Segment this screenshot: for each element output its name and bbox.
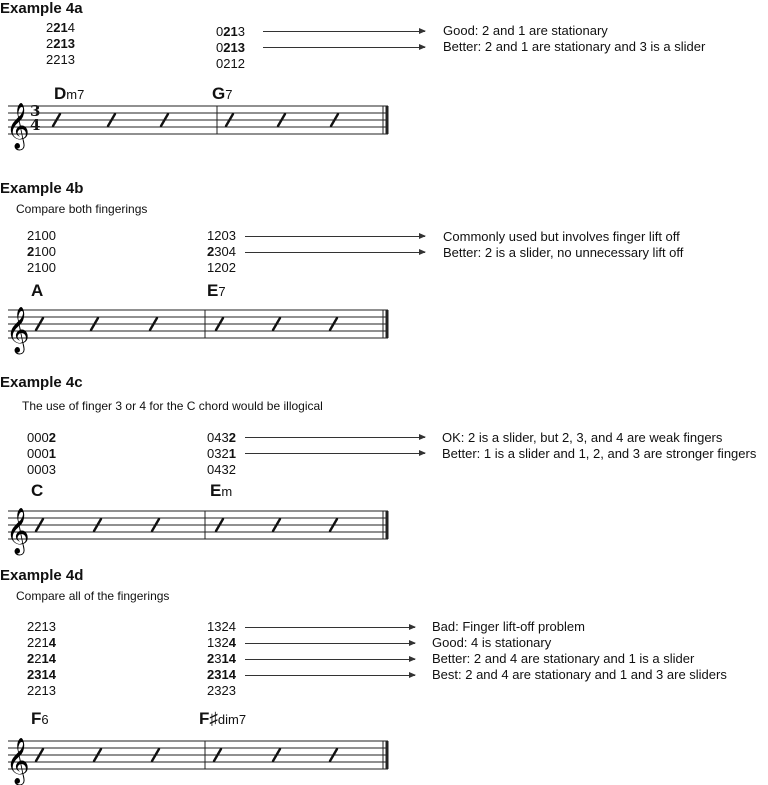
section-subtitle: Compare all of the fingerings bbox=[16, 589, 170, 603]
music-staff bbox=[0, 304, 400, 364]
chord-symbol: Dm7 bbox=[54, 84, 85, 103]
chord-symbol: G7 bbox=[212, 84, 233, 103]
fingering-note: Best: 2 and 4 are stationary and 1 and 3 are sliders bbox=[432, 667, 727, 682]
music-staff bbox=[0, 100, 400, 160]
fingering-note: Good: 4 is stationary bbox=[432, 635, 552, 650]
svg-text:𝄞: 𝄞 bbox=[6, 103, 30, 149]
fingering-note: Better: 2 is a slider, no unnecessary lift off bbox=[443, 245, 684, 260]
arrow bbox=[245, 453, 425, 454]
chord-symbol: C bbox=[31, 481, 44, 500]
section-title: Example 4c bbox=[0, 374, 83, 391]
chord-symbol: Em bbox=[210, 481, 233, 500]
fingering-left-column: 2214 2213 2213 bbox=[46, 20, 75, 67]
fingering-note: Commonly used but involves finger lift off bbox=[443, 229, 680, 244]
fingering-note: OK: 2 is a slider, but 2, 3, and 4 are weak fingers bbox=[442, 430, 723, 445]
fingering-note: Better: 1 is a slider and 1, 2, and 3 are stronger fingers bbox=[442, 446, 757, 461]
music-staff bbox=[0, 505, 400, 565]
music-staff bbox=[0, 735, 400, 785]
fingering-note: Better: 2 and 1 are stationary and 3 is a slider bbox=[443, 39, 706, 54]
section-title: Example 4d bbox=[0, 567, 84, 584]
fingering-right-column: 1203 2304 1202 bbox=[207, 228, 236, 275]
fingering-left-column: 2213 2214 2214 2314 2213 bbox=[27, 619, 56, 698]
arrow bbox=[245, 627, 415, 628]
arrow bbox=[245, 437, 425, 438]
arrow bbox=[245, 236, 425, 237]
section-subtitle: Compare both fingerings bbox=[16, 202, 148, 216]
section-title: Example 4b bbox=[0, 180, 84, 197]
fingering-right-column: 0213 0213 0212 bbox=[216, 24, 245, 71]
arrow bbox=[245, 643, 415, 644]
arrow bbox=[263, 31, 425, 32]
fingering-note: Better: 2 and 4 are stationary and 1 is a slider bbox=[432, 651, 695, 666]
chord-symbol: A bbox=[31, 281, 44, 300]
fingering-left-column: 0002 0001 0003 bbox=[27, 430, 56, 477]
fingering-left-column: 2100 2100 2100 bbox=[27, 228, 56, 275]
fingering-right-column: 1324 1324 2314 2314 2323 bbox=[207, 619, 236, 698]
chord-symbol: F♯dim7 bbox=[199, 709, 247, 728]
svg-text:𝄞: 𝄞 bbox=[6, 508, 30, 554]
arrow bbox=[245, 675, 415, 676]
arrow bbox=[263, 47, 425, 48]
arrow bbox=[245, 659, 415, 660]
time-signature: 3 4 bbox=[30, 102, 41, 134]
chord-symbol: F6 bbox=[31, 709, 49, 728]
fingering-note: Good: 2 and 1 are stationary bbox=[443, 23, 608, 38]
fingering-right-column: 0432 0321 0432 bbox=[207, 430, 236, 477]
svg-text:𝄞: 𝄞 bbox=[6, 307, 30, 353]
svg-text:𝄞: 𝄞 bbox=[6, 738, 30, 784]
section-subtitle: The use of finger 3 or 4 for the C chord would be illogical bbox=[22, 399, 323, 413]
section-title: Example 4a bbox=[0, 0, 83, 17]
fingering-note: Bad: Finger lift-off problem bbox=[432, 619, 585, 634]
arrow bbox=[245, 252, 425, 253]
chord-symbol: E7 bbox=[207, 281, 226, 300]
